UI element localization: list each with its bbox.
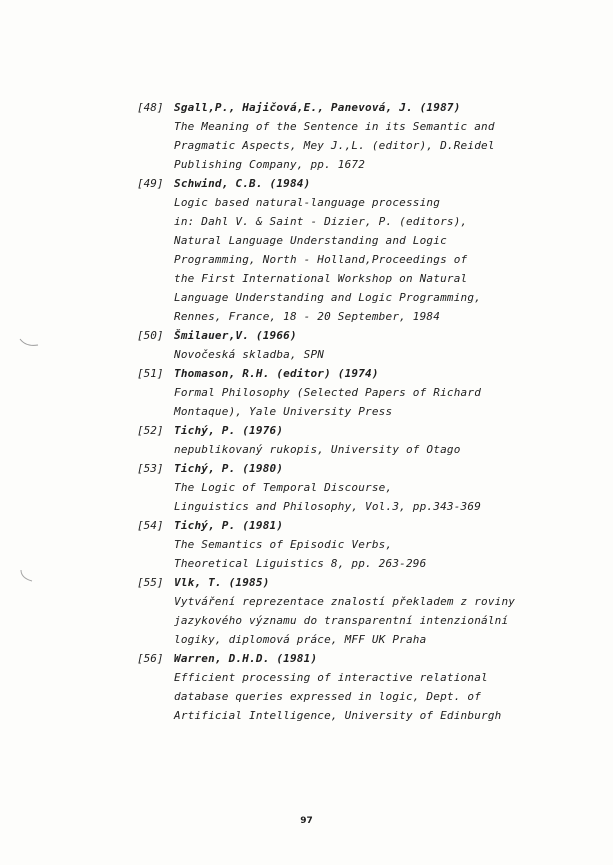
reference-entry: [137, 326, 577, 364]
reference-author-year: Sgall,P., Hajičová,E., Panevová, J. (1987): [174, 101, 461, 114]
reference-line: Natural Language Understanding and Logic: [174, 234, 447, 247]
reference-line: Publishing Company, pp. 1672: [174, 158, 366, 171]
reference-line: Linguistics and Philosophy, Vol.3, pp.343-369: [174, 500, 482, 513]
reference-line: The Semantics of Episodic Verbs,: [174, 538, 393, 551]
reference-author-year: Tichý, P. (1976): [174, 424, 284, 437]
reference-line: the First International Workshop on Natural: [174, 272, 468, 285]
reference-number: [48]: [137, 101, 164, 114]
reference-line: The Meaning of the Sentence in its Semantic and: [174, 120, 495, 133]
reference-line: database queries expressed in logic, Dept. of: [174, 690, 482, 703]
reference-line: Formal Philosophy (Selected Papers of Richard: [174, 386, 482, 399]
page-number: 97: [300, 816, 313, 826]
reference-line: The Logic of Temporal Discourse,: [174, 481, 393, 494]
reference-author-year: Schwind, C.B. (1984): [174, 177, 311, 190]
reference-line: logiky, diplomová práce, MFF UK Praha: [174, 633, 427, 646]
reference-author-year: Vlk, T. (1985): [174, 576, 270, 589]
reference-line: Pragmatic Aspects, Mey J.,L. (editor), D.Reidel: [174, 139, 495, 152]
references-list: [137, 98, 577, 725]
reference-line: Language Understanding and Logic Programming,: [174, 291, 482, 304]
reference-line: jazykového významu do transparentní intenzionální: [174, 614, 509, 627]
reference-author-year: Šmilauer,V. (1966): [174, 329, 297, 342]
reference-line: nepublikovaný rukopis, University of Otago: [174, 443, 461, 456]
reference-entry: [137, 459, 577, 516]
reference-line: Artificial Intelligence, University of Edinburgh: [174, 709, 502, 722]
reference-line: Logic based natural-language processing: [174, 196, 441, 209]
reference-entry: [137, 573, 577, 649]
reference-entry: [137, 174, 577, 326]
reference-line: Programming, North - Holland,Proceedings of: [174, 253, 468, 266]
reference-line: in: Dahl V. & Saint - Dizier, P. (editors),: [174, 215, 468, 228]
margin-mark-upper: [18, 336, 42, 350]
reference-number: [56]: [137, 652, 164, 665]
reference-entry: [137, 649, 577, 725]
reference-number: [54]: [137, 519, 164, 532]
reference-number: [51]: [137, 367, 164, 380]
reference-entry: [137, 421, 577, 459]
reference-line: Theoretical Liguistics 8, pp. 263-296: [174, 557, 427, 570]
reference-number: [55]: [137, 576, 164, 589]
reference-number: [53]: [137, 462, 164, 475]
reference-entry: [137, 516, 577, 573]
reference-author-year: Tichý, P. (1980): [174, 462, 284, 475]
reference-line: Rennes, France, 18 - 20 September, 1984: [174, 310, 441, 323]
reference-entry: [137, 98, 577, 174]
reference-line: Novočeská skladba, SPN: [174, 348, 325, 361]
reference-number: [50]: [137, 329, 164, 342]
margin-mark-lower: [18, 568, 42, 586]
reference-author-year: Thomason, R.H. (editor) (1974): [174, 367, 379, 380]
reference-author-year: Tichý, P. (1981): [174, 519, 284, 532]
reference-author-year: Warren, D.H.D. (1981): [174, 652, 318, 665]
reference-number: [52]: [137, 424, 164, 437]
reference-line: Montaque), Yale University Press: [174, 405, 393, 418]
reference-number: [49]: [137, 177, 164, 190]
reference-entry: [137, 364, 577, 421]
reference-line: Efficient processing of interactive relational: [174, 671, 488, 684]
reference-line: Vytváření reprezentace znalostí překladem z roviny: [174, 595, 516, 608]
